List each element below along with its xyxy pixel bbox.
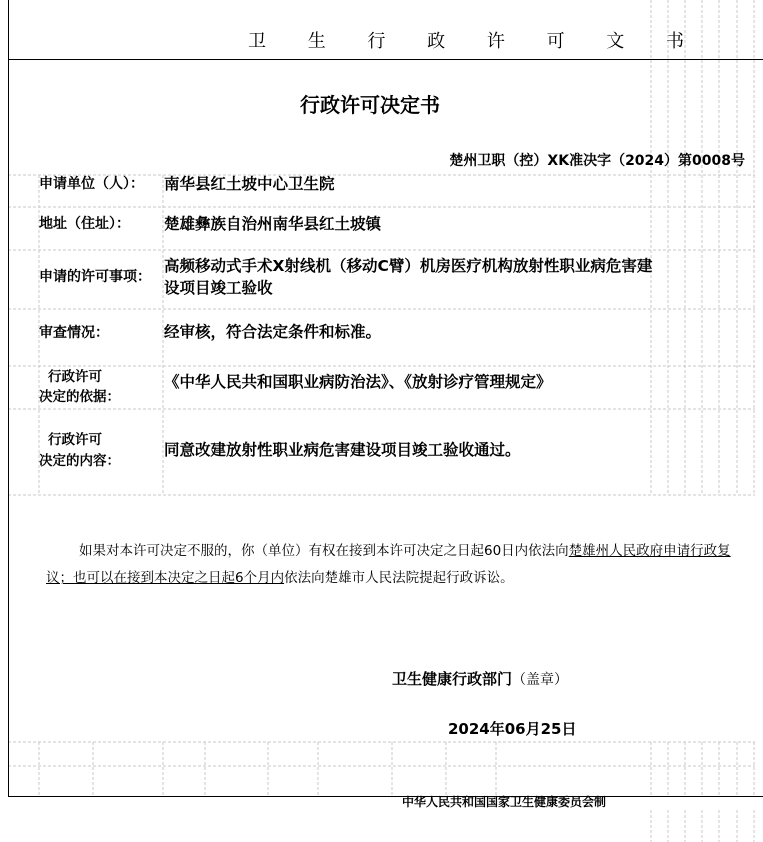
review-value: 经审核，符合法定条件和标准。 <box>164 323 382 341</box>
form-title: 卫 生 行 政 许 可 文 书 <box>248 31 703 52</box>
notice-part3: 依法向楚雄市人民法院提起行政诉讼 <box>284 570 501 586</box>
notice-part1: 如果对本许可决定不服的，你（单位）有权在接到本许可决定之日起60日内依法向 <box>79 543 569 559</box>
document-number: 楚州卫职（控）XK准决字（2024）第0008号 <box>449 153 745 169</box>
department-name: 卫生健康行政部门 <box>392 670 513 688</box>
basis-label-line2: 决定的依据： <box>39 389 120 405</box>
review-label: 审查情况： <box>39 325 109 341</box>
basis-label-line1: 行政许可 <box>48 369 102 385</box>
notice-part2: 楚雄州人民政府申请行政复议；也可以在接到本决定之日起6个月内 <box>46 543 731 586</box>
appeal-notice <box>46 538 746 592</box>
content-label-line1: 行政许可 <box>48 432 102 448</box>
item-label: 申请的许可事项： <box>39 269 151 285</box>
issuing-department <box>392 670 568 689</box>
notice-part4: 。 <box>500 570 514 586</box>
document-title: 行政许可决定书 <box>300 93 440 117</box>
item-value: 高频移动式手术X射线机（移动C臂）机房医疗机构放射性职业病危害建设项目竣工验收 <box>164 257 653 297</box>
content-value: 同意改建放射性职业病危害建设项目竣工验收通过。 <box>164 441 521 459</box>
decision-date: 2024年06月25日 <box>448 720 577 738</box>
applicant-value: 南华县红土坡中心卫生院 <box>164 175 335 193</box>
applicant-label: 申请单位（人）： <box>39 176 144 192</box>
seal-note: （盖章） <box>512 672 569 688</box>
address-value: 楚雄彝族自治州南华县红土坡镇 <box>164 215 382 233</box>
basis-value: 《中华人民共和国职业病防治法》、《放射诊疗管理规定》 <box>164 373 552 391</box>
footer-issuer: 中华人民共和国国家卫生健康委员会制 <box>402 795 607 809</box>
address-label: 地址（住址）： <box>39 216 130 232</box>
content-label-line2: 决定的内容： <box>39 453 120 469</box>
